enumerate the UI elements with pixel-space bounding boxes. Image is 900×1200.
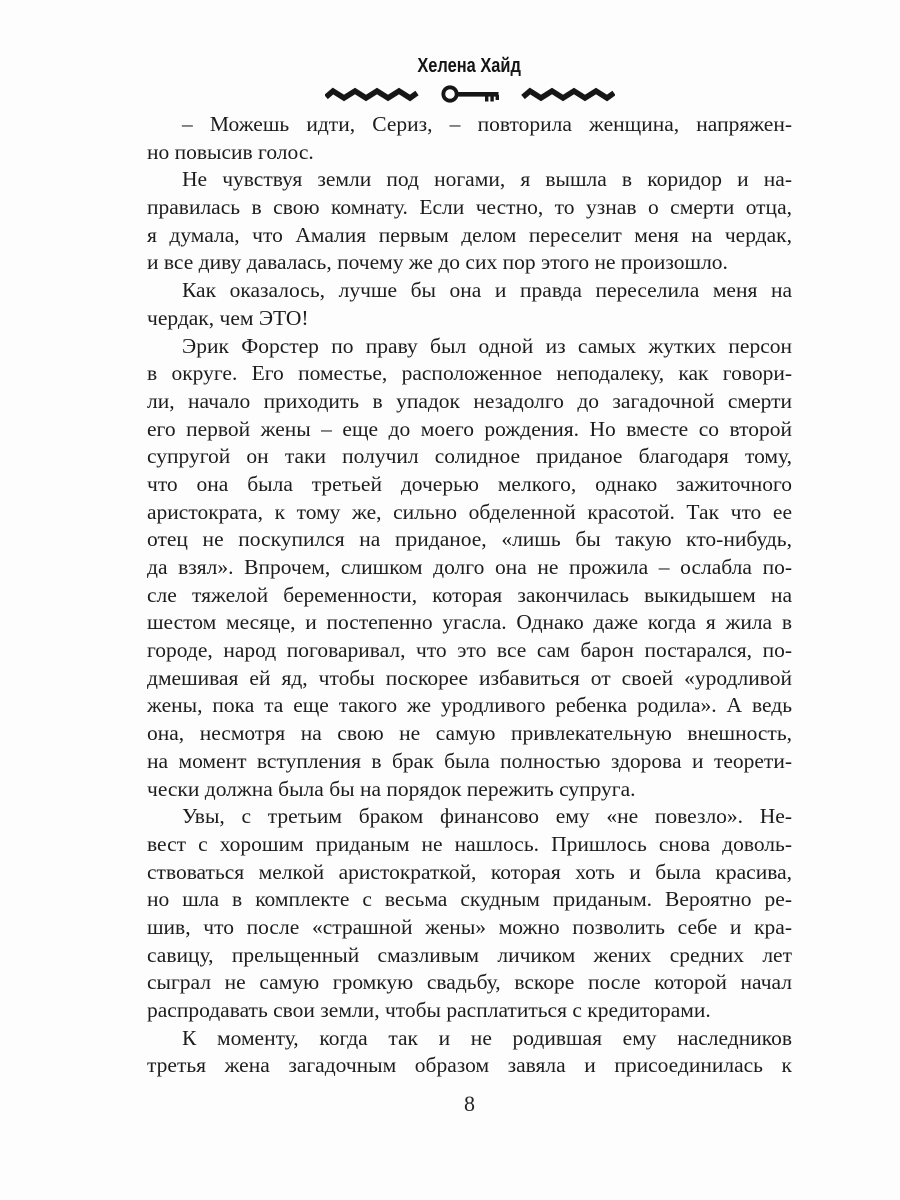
zigzag-left-icon bbox=[326, 91, 417, 98]
text-line: савицу, прельщенный смазливым личиком жених средних лет bbox=[147, 942, 792, 967]
text-line: третья жена загадочным образом завяла и присоединилась к bbox=[147, 1053, 792, 1078]
text-line: она, несмотря на свою не самую привлекательную внешность, bbox=[147, 721, 792, 746]
text-line: – Можешь идти, Сериз, – повторила женщина, напряжен- bbox=[182, 112, 792, 136]
text-line: да взял». Впрочем, слишком долго она не прожила – ослабла по- bbox=[147, 555, 792, 579]
author-name: Хелена Хайд bbox=[417, 55, 522, 77]
divider-ornament-graphic bbox=[325, 82, 615, 106]
text-line: распродавать свои земли, чтобы расплатиться с кредиторами. bbox=[147, 998, 711, 1022]
text-line: но шла в комплекте с весьма скудным приданым. Вероятно ре- bbox=[147, 887, 792, 912]
text-line: я думала, что Амалия первым делом переселит меня на чердак, bbox=[147, 222, 792, 247]
text-line: ли, начало приходить в упадок незадолго до загадочной смерти bbox=[147, 388, 792, 413]
text-line: Увы, с третьим браком финансово ему «не повезло». Не- bbox=[182, 804, 792, 829]
text-line: чески должна была бы на порядок пережить супруга. bbox=[147, 776, 636, 801]
text-line: жены, пока та еще такого же уродливого ребенка родила». А ведь bbox=[147, 693, 792, 718]
text-line: сыграл не самую громкую свадьбу, вскоре после которой начал bbox=[147, 970, 792, 995]
text-line: ствоваться мелкой аристократкой, которая хоть и была красива, bbox=[147, 859, 792, 884]
chapter-divider-ornament bbox=[147, 82, 792, 106]
text-line: чердак, чем ЭТО! bbox=[147, 305, 309, 330]
text-line: правилась в свою комнату. Если честно, то узнав о смерти отца, bbox=[147, 195, 792, 220]
text-line: Не чувствуя земли под ногами, я вышла в коридор и на- bbox=[182, 167, 792, 192]
text-line: вест с хорошим приданым не нашлось. Пришлось снова доволь- bbox=[147, 831, 792, 856]
text-line: шив, что после «страшной жены» можно позволить себе и кра- bbox=[147, 914, 792, 939]
text-line: сле тяжелой беременности, которая закончилась выкидышем на bbox=[147, 582, 792, 607]
text-line: городе, народ поговаривал, что это все сам барон постарался, по- bbox=[147, 638, 792, 663]
text-line: дмешивая ей яд, чтобы поскорее избавиться от своей «уродливой bbox=[147, 665, 792, 690]
text-line: но повысив голос. bbox=[147, 139, 314, 164]
running-header bbox=[147, 54, 792, 78]
text-line: шестом месяце, и постепенно угасла. Однако даже когда я жила в bbox=[147, 610, 792, 635]
text-line: на момент вступления в брак была полностью здорова и теорети- bbox=[147, 748, 792, 773]
text-line: Эрик Форстер по праву был одной из самых жутких персон bbox=[182, 333, 792, 358]
text-line: его первой жены – еще до моего рождения. Но вместе со второй bbox=[147, 416, 792, 441]
page-number: 8 bbox=[464, 1091, 475, 1116]
text-line: и все диву давалась, почему же до сих пор этого не произошло. bbox=[147, 250, 728, 275]
text-line: что она была третьей дочерью мелкого, однако зажиточного bbox=[147, 471, 792, 496]
key-icon bbox=[443, 87, 499, 101]
text-line: в округе. Его поместье, расположенное неподалеку, как говори- bbox=[147, 361, 792, 386]
text-line: К моменту, когда так и не родившая ему наследников bbox=[182, 1025, 792, 1050]
text-line: аристократа, к тому же, сильно обделенной красотой. Так что ее bbox=[147, 499, 792, 524]
text-line: отец не поскупился на приданое, «лишь бы такую кто-нибудь, bbox=[147, 527, 792, 552]
text-line: супругой он таки получил солидное приданое благодаря тому, bbox=[147, 444, 792, 469]
zigzag-right-icon bbox=[523, 91, 614, 98]
text-line: Как оказалось, лучше бы она и правда переселила меня на bbox=[182, 278, 792, 303]
body-text bbox=[147, 111, 792, 1080]
